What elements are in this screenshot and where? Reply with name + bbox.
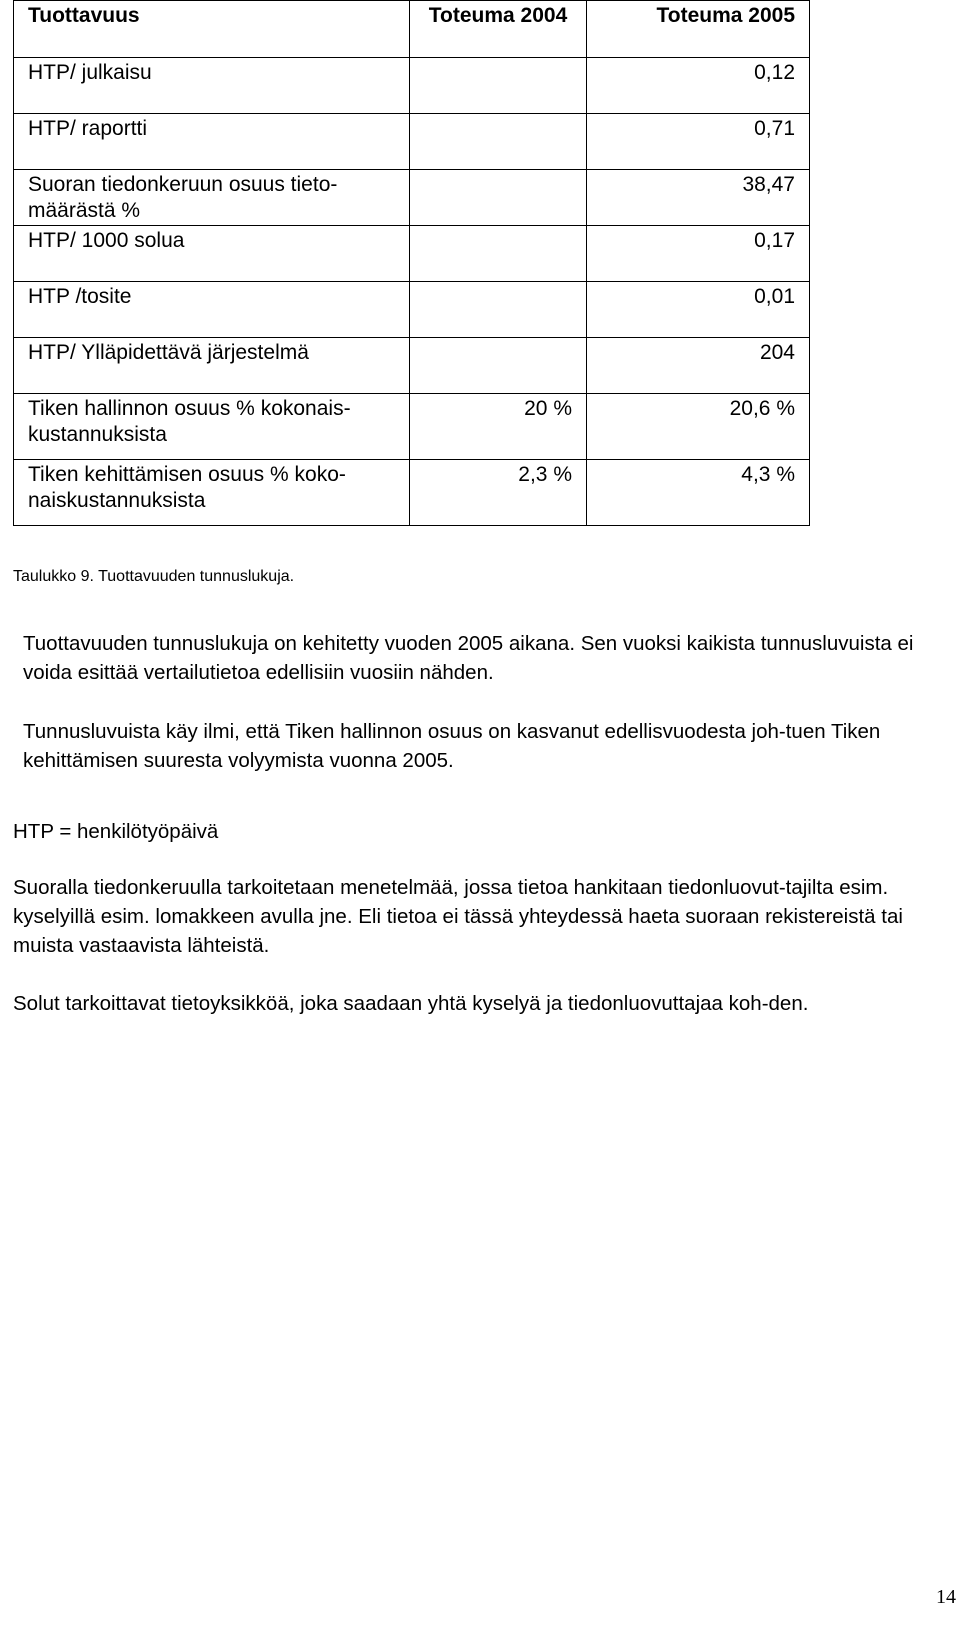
header-productivity: Tuottavuus	[14, 1, 410, 58]
table-row	[14, 226, 810, 282]
value-2004	[410, 170, 587, 226]
table-row	[14, 282, 810, 338]
value-2004	[410, 58, 587, 114]
row-label: HTP/ 1000 solua	[14, 226, 410, 282]
paragraph-development-note: Tuottavuuden tunnuslukuja on kehitetty vuoden 2005 aikana. Sen vuoksi kaikista tunnusluvuista ei voida esittää vertailutietoa edellisiin vuosiin nähden.	[23, 632, 914, 684]
page-number: 14	[936, 1586, 956, 1608]
row-label: Tiken hallinnon osuus % kokonais-kustannuksista	[14, 394, 410, 460]
row-label: HTP/ raportti	[14, 114, 410, 170]
value-2004	[410, 338, 587, 394]
value-2004: 2,3 %	[410, 460, 587, 526]
table-row	[14, 114, 810, 170]
row-label: HTP/ Ylläpidettävä järjestelmä	[14, 338, 410, 394]
value-2005: 0,17	[587, 226, 810, 282]
value-2004	[410, 114, 587, 170]
header-actual-2004: Toteuma 2004	[410, 1, 587, 58]
row-label: Suoran tiedonkeruun osuus tieto-määrästä %	[14, 170, 410, 226]
value-2004: 20 %	[410, 394, 587, 460]
value-2004	[410, 282, 587, 338]
value-2005: 0,12	[587, 58, 810, 114]
row-label: HTP /tosite	[14, 282, 410, 338]
value-2005: 38,47	[587, 170, 810, 226]
header-actual-2005: Toteuma 2005	[587, 1, 810, 58]
row-label: HTP/ julkaisu	[14, 58, 410, 114]
table-row	[14, 394, 810, 460]
row-label: Tiken kehittämisen osuus % koko-naiskustannuksista	[14, 460, 410, 526]
table-row	[14, 338, 810, 394]
paragraph-htp-definition: HTP = henkilötyöpäivä	[13, 820, 219, 843]
paragraph-cells-definition: Solut tarkoittavat tietoyksikköä, joka saadaan yhtä kyselyä ja tiedonluovuttajaa koh-den.	[13, 992, 809, 1015]
table-row	[14, 170, 810, 226]
value-2005: 20,6 %	[587, 394, 810, 460]
table-row	[14, 460, 810, 526]
value-2005: 204	[587, 338, 810, 394]
paragraph-administration-share: Tunnusluvuista käy ilmi, että Tiken hallinnon osuus on kasvanut edellisvuodesta joh-tuen Tiken kehittämisen suuresta volyymista vuonna 2005.	[23, 720, 881, 772]
value-2004	[410, 226, 587, 282]
value-2005: 4,3 %	[587, 460, 810, 526]
value-2005: 0,01	[587, 282, 810, 338]
table-header-row	[14, 1, 810, 58]
value-2005: 0,71	[587, 114, 810, 170]
table-caption: Taulukko 9. Tuottavuuden tunnuslukuja.	[13, 568, 295, 585]
paragraph-direct-collection-definition: Suoralla tiedonkeruulla tarkoitetaan menetelmää, jossa tietoa hankitaan tiedonluovut-tajilta esim. kyselyillä esim. lomakkeen avulla jne. Eli tietoa ei tässä yhteydessä haeta suoraan rekistereistä tai muista vastaavista lähteistä.	[13, 876, 903, 957]
table-row	[14, 58, 810, 114]
productivity-table	[13, 0, 810, 526]
